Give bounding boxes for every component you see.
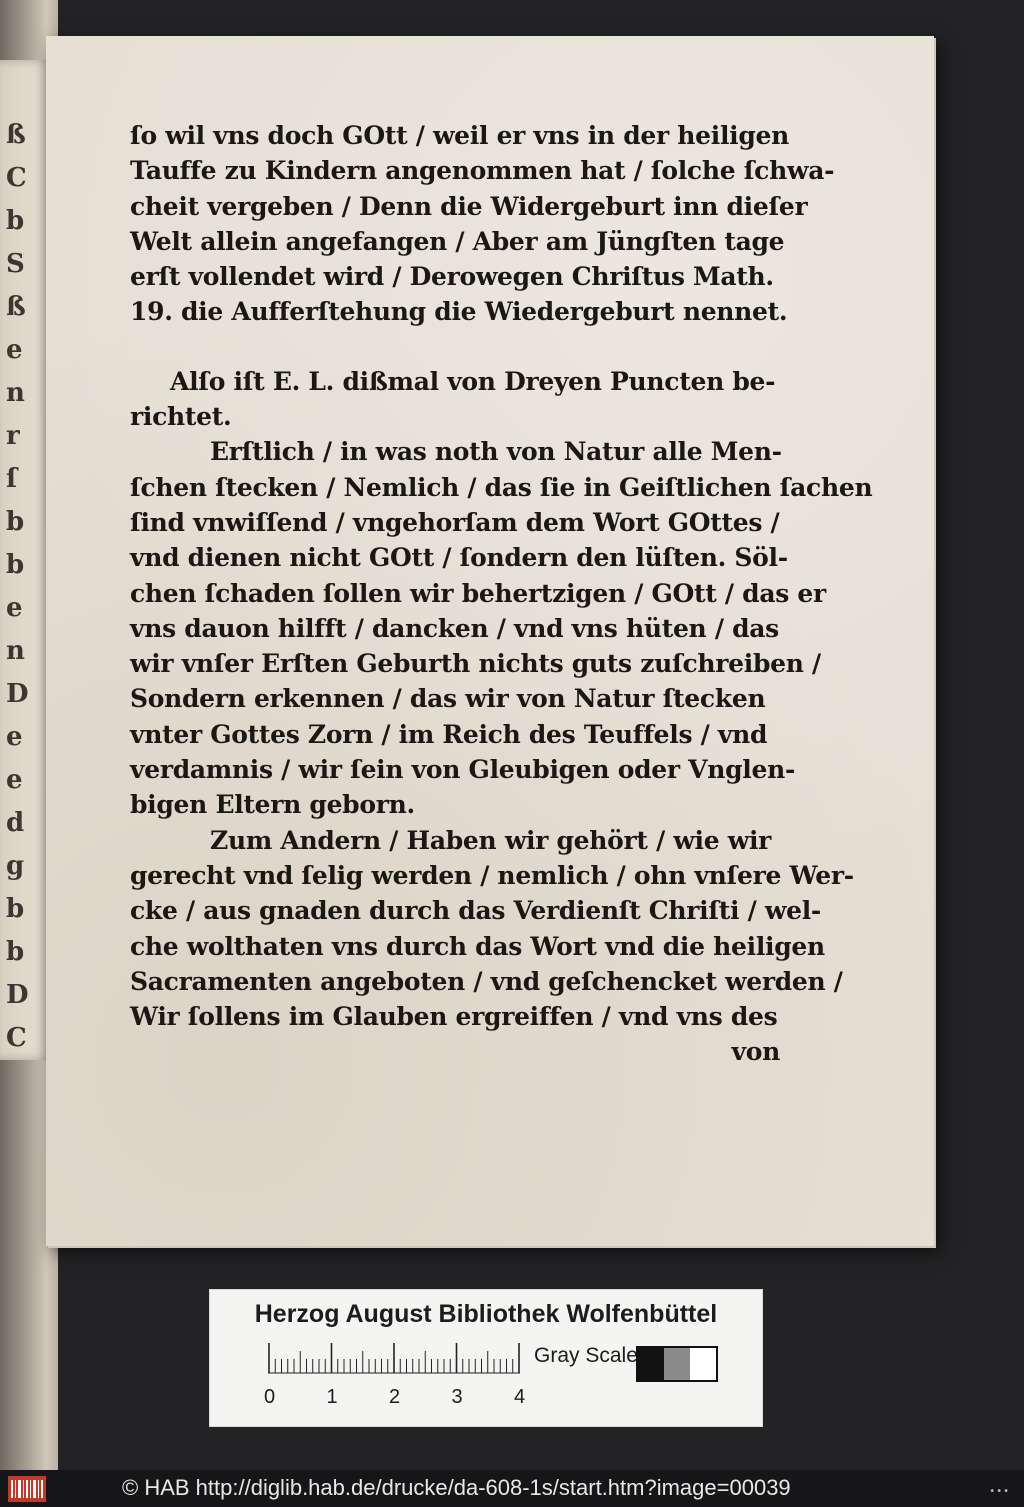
- paragraph-1: [130, 118, 835, 330]
- text-line: bigen Eltern geborn.: [130, 790, 415, 820]
- text-line: ſchen ſtecken / Nemlich / das ſie in Geiſtlichen ſachen: [130, 472, 873, 502]
- viewer-footer: [0, 1470, 1024, 1507]
- gray-swatch: [664, 1348, 690, 1380]
- text-line: cke / aus gnaden durch das Verdienſt Chriſti / wel-: [130, 896, 821, 926]
- ruler-ticks: [268, 1342, 524, 1374]
- previous-page-letter: C: [6, 1023, 27, 1053]
- text-line: gerecht vnd ſelig werden / nemlich / ohn vnſere Wer-: [130, 860, 854, 890]
- text-line: che wolthaten vns durch das Wort vnd die heiligen: [130, 931, 825, 961]
- text-line: richtet.: [130, 402, 232, 432]
- paragraph-4: [130, 823, 854, 1035]
- text-line: Erſtlich / in was noth von Natur alle Men-: [210, 437, 782, 467]
- copyright-link[interactable]: © HAB http://diglib.hab.de/drucke/da-608-1s/start.htm?image=00039: [122, 1475, 791, 1500]
- ruler-number: 2: [389, 1386, 401, 1408]
- library-name: Herzog August Bibliothek Wolfenbüttel: [254, 1300, 718, 1328]
- previous-page-letter: ſ: [6, 464, 18, 494]
- text-line: wir vnſer Erſten Geburth nichts guts zuſchreiben /: [130, 649, 821, 679]
- text-line: Zum Andern / Haben wir gehört / wie wir: [210, 825, 772, 855]
- text-line: vnd dienen nicht GOtt / ſondern den lüſten. Söl-: [130, 543, 788, 573]
- previous-page-letter: d: [6, 808, 25, 838]
- text-line: cheit vergeben / Denn die Widergeburt inn dieſer: [130, 191, 808, 221]
- text-line: Wir ſollens im Glauben ergreiffen / vnd vns des: [130, 1002, 778, 1032]
- catchword: von: [731, 1037, 780, 1067]
- barcode-logo-icon[interactable]: [8, 1476, 46, 1502]
- gray-scale-label: Gray Scale: [534, 1344, 638, 1367]
- text-line: 19. die Aufferſtehung die Wiedergeburt nennet.: [130, 297, 788, 327]
- text-line: vnter Gottes Zorn / im Reich des Teuffels / vnd: [130, 719, 768, 749]
- previous-page-letter: g: [6, 851, 25, 881]
- text-line: Tauffe zu Kindern angenommen hat / ſolche ſchwa-: [130, 156, 835, 186]
- page-text: [130, 118, 873, 1070]
- previous-page-letter: b: [6, 894, 25, 924]
- text-line: Sondern erkennen / das wir von Natur ſtecken: [130, 684, 766, 714]
- paragraph-3: [130, 434, 873, 822]
- previous-page-letter: S: [6, 249, 25, 279]
- dots-icon[interactable]: •••: [989, 1486, 1010, 1497]
- previous-page-letter: e: [6, 593, 23, 623]
- ruler-number: 1: [326, 1386, 338, 1408]
- gray-swatch: [690, 1348, 716, 1380]
- previous-page-letter: C: [6, 163, 27, 193]
- previous-page-letter: e: [6, 335, 23, 365]
- previous-page-letter: b: [6, 937, 25, 967]
- previous-page-letter: e: [6, 765, 23, 795]
- previous-page-letter: D: [6, 980, 29, 1010]
- text-line: Alſo iſt E. L. dißmal von Dreyen Puncten be-: [170, 366, 776, 396]
- ruler-number: 3: [451, 1386, 463, 1408]
- previous-page-letter: n: [6, 636, 25, 666]
- gray-swatch: [638, 1348, 664, 1380]
- color-scale-card: [210, 1290, 762, 1426]
- text-line: verdamnis / wir ſein von Gleubigen oder Vnglen-: [130, 755, 796, 785]
- text-line: erſt vollendet wird / Derowegen Chriſtus Math.: [130, 262, 774, 292]
- previous-page-letter: b: [6, 206, 25, 236]
- text-line: ſo wil vns doch GOtt / weil er vns in der heiligen: [130, 121, 790, 150]
- previous-page-letter: D: [6, 679, 29, 709]
- previous-page-edge: [0, 60, 50, 1060]
- previous-page-letter: e: [6, 722, 23, 752]
- centimeter-ruler: [268, 1342, 524, 1372]
- ruler-number: 0: [264, 1386, 276, 1408]
- text-line: chen ſchaden ſollen wir behertzigen / GOtt / das er: [130, 578, 826, 608]
- previous-page-letter: b: [6, 550, 25, 580]
- previous-page-letter: r: [6, 421, 20, 451]
- previous-page-letter: b: [6, 507, 25, 537]
- gray-scale-swatches: [636, 1346, 718, 1382]
- ruler-number: 4: [514, 1386, 526, 1408]
- text-line: ſind vnwiſſend / vngehorſam dem Wort GOttes /: [130, 507, 780, 537]
- paragraph-2: [130, 364, 780, 435]
- text-line: vns dauon hilfft / dancken / vnd vns hüten / das: [130, 613, 779, 643]
- book-page: [46, 36, 934, 1246]
- previous-page-letter: ß: [6, 292, 26, 322]
- text-line: Welt allein angefangen / Aber am Jüngſten tage: [130, 226, 785, 256]
- previous-page-letter: n: [6, 378, 25, 408]
- previous-page-letter: ß: [6, 120, 26, 150]
- text-line: Sacramenten angeboten / vnd geſchencket werden /: [130, 966, 843, 996]
